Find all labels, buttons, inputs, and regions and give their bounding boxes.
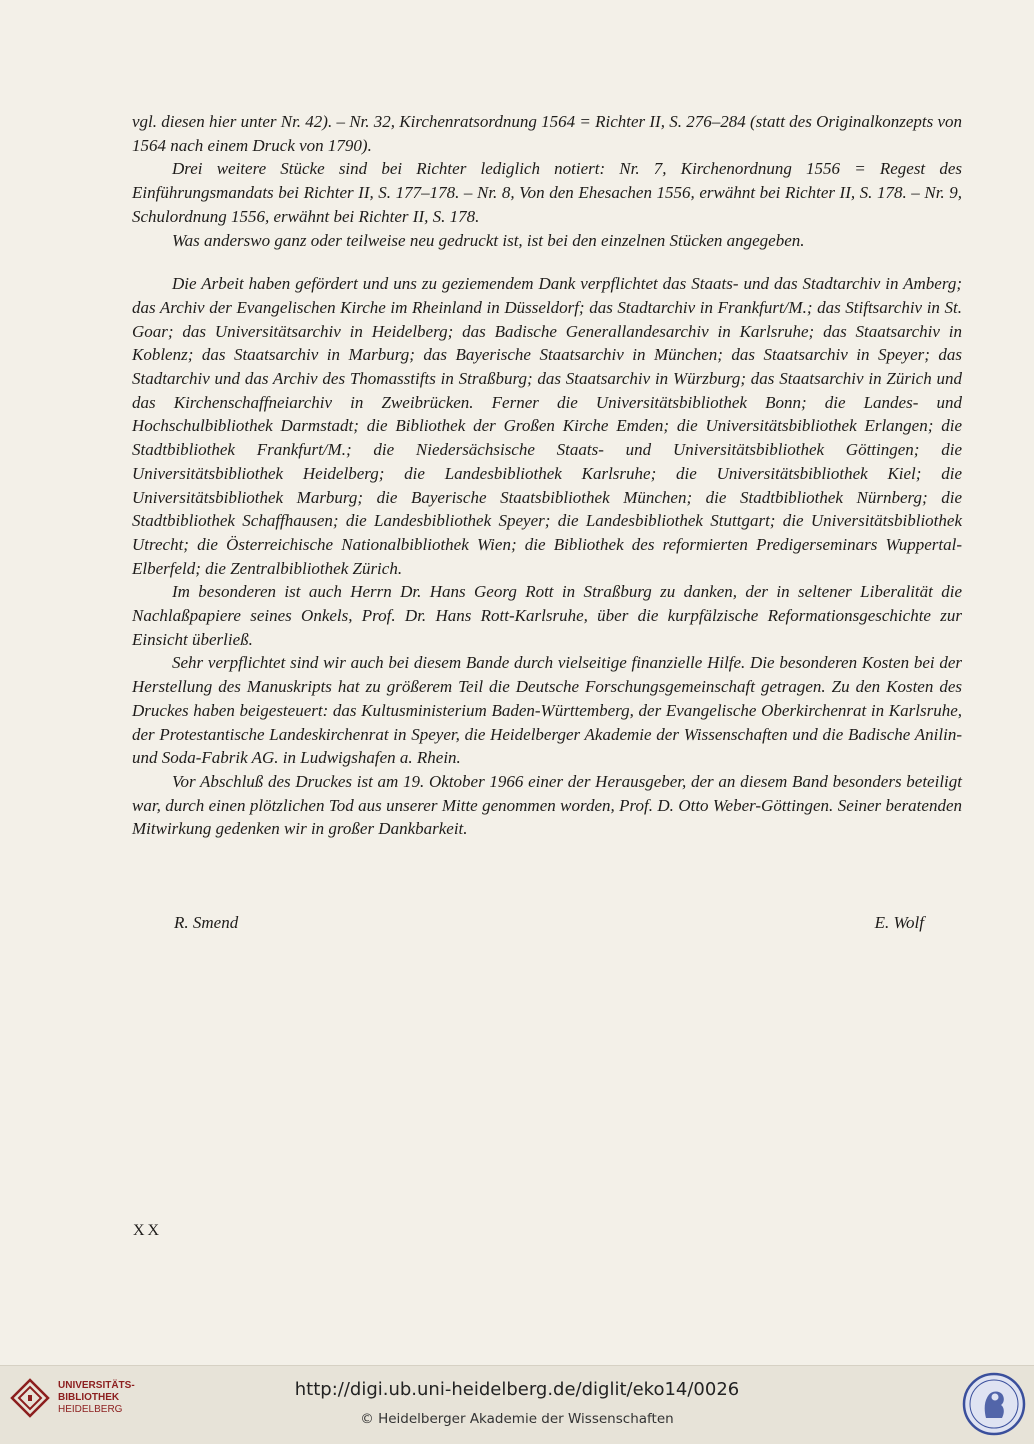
paragraph-4: Die Arbeit haben gefördert und uns zu geziemendem Dank verpflichtet das Staats- und das Stadtarchiv in Amberg; das Archiv der Evangelischen Kirche im Rheinland in Düsseldorf; das Stadtarchiv in Frankfurt/M.; das Stiftsarchiv in St. Goar; das Universitätsarchiv in Heidelberg; das Badische Generallandesarchiv in Karlsruhe; das Staatsarchiv in Koblenz; das Staatsarchiv in Marburg; das Bayerische Staatsarchiv in München; das Staatsarchiv in Speyer; das Stadtarchiv und das Archiv des Thomasstifts in Straßburg; das Staatsarchiv in Würzburg; das Staatsarchiv in Zürich und das Kirchenschaffneiarchiv in Zweibrücken. Ferner die Universitätsbibliothek Bonn; die Landes- und Hochschulbibliothek Darmstadt; die Bibliothek der Großen Kirche Emden; die Universitätsbibliothek Erlangen; die Stadtbibliothek Frankfurt/M.; die Niedersächsische Staats- und Universitätsbibliothek Göttingen; die Universitätsbibliothek Heidelberg; die Landesbibliothek Karlsruhe; die Universitätsbibliothek Kiel; die Universitätsbibliothek Marburg; die Bayerische Staatsbibliothek München; die Stadtbibliothek Nürnberg; die Stadtbibliothek Schaffhausen; die Landesbibliothek Speyer; die Landesbibliothek Stuttgart; die Universitätsbibliothek Utrecht; die Österreichische Nationalbibliothek Wien; die Bibliothek des reformierten Predigerseminars Wuppertal-Elberfeld; die Zentralbibliothek Zürich.: [132, 274, 962, 578]
signatures: [132, 913, 962, 939]
logo-line-3: HEIDELBERG: [58, 1404, 123, 1415]
logo-line-1: UNIVERSITÄTS-: [58, 1380, 135, 1391]
signature-right: E. Wolf: [874, 913, 924, 932]
body-text: [132, 110, 962, 841]
paragraph-2: Drei weitere Stücke sind bei Richter lediglich notiert: Nr. 7, Kirchenordnung 1556 = Regest des Einführungsmandats bei Richter II, S. 177–178. – Nr. 8, Von den Ehesachen 1556, erwähnt bei Richter II, S. 178. – Nr. 9, Schulordnung 1556, erwähnt bei Richter II, S. 178.: [132, 159, 962, 226]
signature-left: R. Smend: [174, 913, 239, 932]
copyright-notice: © Heidelberger Akademie der Wissenschaften: [360, 1411, 674, 1427]
logo-line-2: BIBLIOTHEK: [58, 1392, 120, 1403]
page-number: XX: [133, 1222, 163, 1239]
paragraph-5: Im besonderen ist auch Herrn Dr. Hans Georg Rott in Straßburg zu danken, der in seltener Liberalität die Nachlaßpapiere seines Onkels, Prof. Dr. Hans Rott-Karlsruhe, über die kurpfälzische Reformationsgeschichte zur Einsicht überließ.: [132, 582, 962, 649]
paragraph-3: Was anderswo ganz oder teilweise neu gedruckt ist, ist bei den einzelnen Stücken angegeben.: [172, 230, 805, 250]
permalink-url[interactable]: http://digi.ub.uni-heidelberg.de/diglit/eko14/0026: [294, 1379, 740, 1400]
academy-seal-icon: [962, 1372, 1026, 1436]
paragraph-6: Sehr verpflichtet sind wir auch bei diesem Bande durch vielseitige finanzielle Hilfe. Die besonderen Kosten bei der Herstellung des Manuskripts hat zu größerem Teil die Deutsche Forschungsgemeinschaft getragen. Zu den Kosten des Druckes haben beigesteuert: das Kultusministerium Baden-Württemberg, der Evangelische Oberkirchenrat in Karlsruhe, der Protestantische Landeskirchenrat in Speyer, die Heidelberger Akademie der Wissenschaften und die Badische Anilin- und Soda-Fabrik AG. in Ludwigshafen a. Rhein.: [132, 653, 962, 768]
paragraph-1: vgl. diesen hier unter Nr. 42). – Nr. 32, Kirchenratsordnung 1564 = Richter II, S. 276–284 (statt des Originalkonzepts von 1564 nach einem Druck von 1790).: [132, 112, 962, 155]
paragraph-7: Vor Abschluß des Druckes ist am 19. Oktober 1966 einer der Herausgeber, der an diesem Band besonders beteiligt war, durch einen plötzlichen Tod aus unserer Mitte genommen worden, Prof. D. Otto Weber-Göttingen. Seiner beratenden Mitwirkung gedenken wir in großer Dankbarkeit.: [132, 771, 962, 839]
footer-bar: [0, 1365, 1034, 1444]
